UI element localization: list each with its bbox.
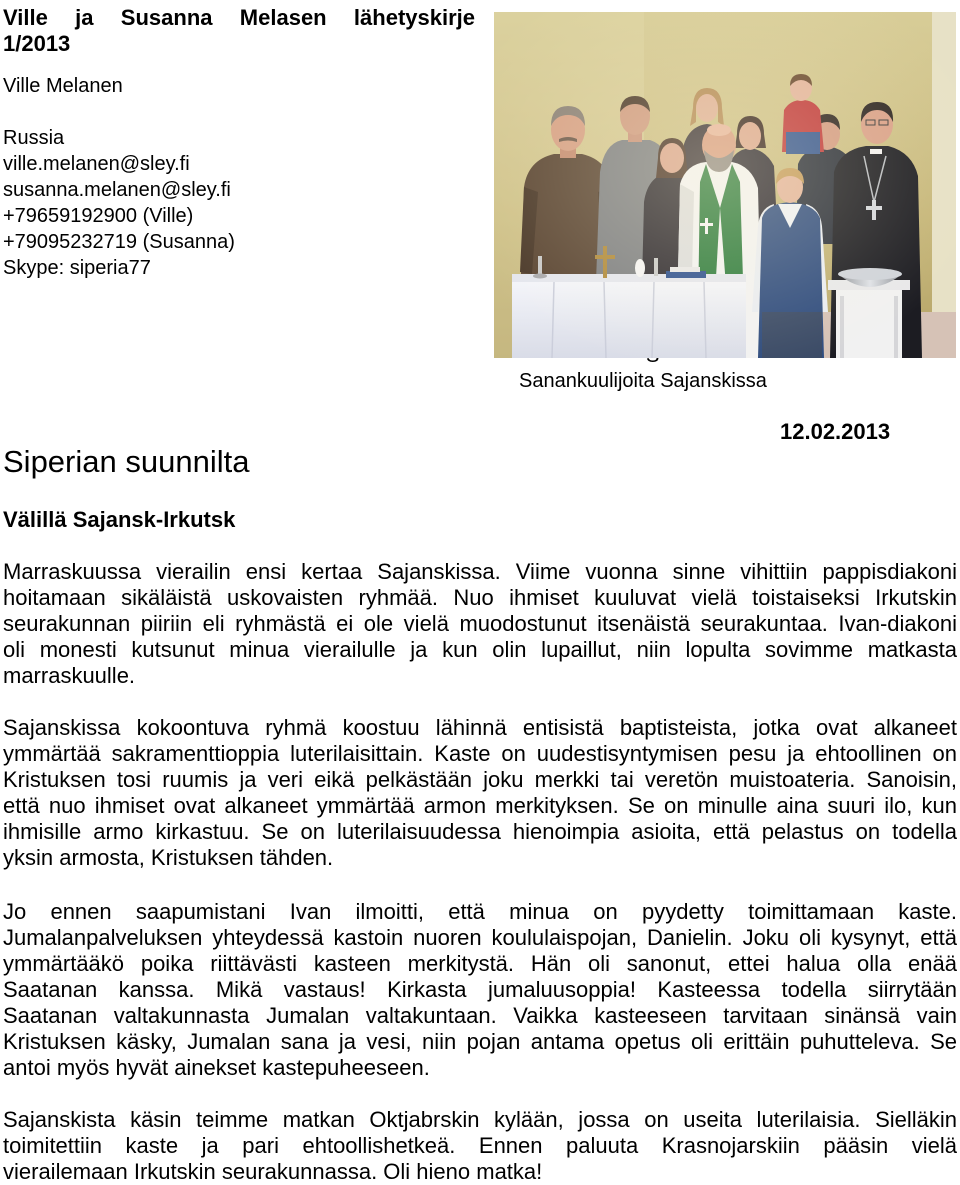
letter-heading: Siperian suunnilta xyxy=(3,444,250,479)
paragraph-line: ymmärtääkö poika riittävästi kasteen merkitystä. Hän oli sanonut, ettei halua olla enää xyxy=(3,951,957,976)
paragraph-line: Kristuksen tosi ruumis ja veri eikä pelkästään joku merkki tai veretön muistoateria. Sanoisin, xyxy=(3,767,957,792)
contact-email-susanna: susanna.melanen@sley.fi xyxy=(3,179,231,201)
letter-subheading: Välillä Sajansk-Irkutsk xyxy=(3,507,236,532)
paragraph-line: Sajanskissa kokoontuva ryhmä koostuu lähinnä entisistä baptisteista, jotka ovat alkaneet xyxy=(3,715,957,740)
paragraph-line: ihmisille armo kirkastuu. Se on luterilaisuudessa hienoimpia asioita, että pelastus on todella xyxy=(3,819,957,844)
paragraph-line: Jumalanpalveluksen yhteydessä kastoin nuoren koululaispojan, Danielin. Joku oli kysynyt, että xyxy=(3,925,957,950)
paragraph-line: vierailemaan Irkutskin seurakunnassa. Oli hieno matka! xyxy=(3,1159,543,1184)
paragraph-line: seurakunnan piiriin eli ryhmästä ei ole vielä muodostunut itsenäistä seurakuntaa. Ivan-diakoni xyxy=(3,611,957,636)
paragraph-line: Saatanan kanssa. Mikä vastaus! Kirkasta jumaluusoppia! Kasteessa todella siirrytään xyxy=(3,977,957,1002)
contact-country: Russia xyxy=(3,127,65,149)
paragraph-line: marraskuulle. xyxy=(3,663,136,688)
paragraph-line: antoi myös hyvät ainekset kastepuheeseen. xyxy=(3,1055,430,1080)
paragraph xyxy=(3,1107,957,1185)
paragraph-line: ymmärtää sakramenttioppia luterilaisittain. Kaste on uudestisyntymisen pesu ja ehtoollinen on xyxy=(3,741,957,766)
letter-title-line-2: 1/2013 xyxy=(3,31,71,56)
letter-date: 12.02.2013 xyxy=(780,419,891,444)
paragraph xyxy=(3,715,957,871)
paragraph-line: Sajanskista käsin teimme matkan Oktjabrskin kylään, jossa on useita luterilaisia. Sielläkin xyxy=(3,1107,957,1132)
paragraph xyxy=(3,899,957,1081)
paragraph xyxy=(3,559,957,689)
contact-details xyxy=(3,125,235,281)
group-photo xyxy=(494,12,956,358)
letter-title xyxy=(3,5,475,57)
paragraph-line: Kristuksen käsky, Jumalan sana ja vesi, niin pojan antama opetus oli erittäin puhutteleva. Se xyxy=(3,1029,957,1054)
paragraph-line: Saatanan valtakunnasta Jumalan valtakuntaan. Vaikka kasteeseen tarvitaan sinänsä vain xyxy=(3,1003,957,1028)
letter-body xyxy=(3,559,957,1185)
contact-phone-ville: +79659192900 (Ville) xyxy=(3,205,194,227)
contact-name: Ville Melanen xyxy=(3,75,123,97)
paragraph-line: Marraskuussa vierailin ensi kertaa Sajanskissa. Viime vuonna sinne vihittiin pappisdiakoni xyxy=(3,559,957,584)
contact-skype: Skype: siperia77 xyxy=(3,257,151,279)
paragraph-line: toimitettiin kaste ja pari ehtoollishetkeä. Ennen paluuta Krasnojarskiin pääsin vielä xyxy=(3,1133,957,1158)
contact-email-ville: ville.melanen@sley.fi xyxy=(3,153,190,175)
paragraph-line: hoitamaan sikäläistä uskovaisten ryhmää. Nuo ihmiset kuuluvat vielä toistaiseksi Irkutskin xyxy=(3,585,957,610)
paragraph-line: yksin armosta, Kristuksen tähden. xyxy=(3,845,334,870)
letter-title-line-1: Ville ja Susanna Melasen lähetyskirje xyxy=(3,5,475,30)
contact-phone-susanna: +79095232719 (Susanna) xyxy=(3,231,235,253)
paragraph-line: että nuo ihmiset ovat alkaneet ymmärtää armon merkityksen. Se on minulle aina suuri ilo, kun xyxy=(3,793,957,818)
paragraph-line: oli monesti kutsunut minua vierailulle ja kun olin lupaillut, niin lopulta sovimme matkasta xyxy=(3,637,957,662)
photo-caption: Sanankuulijoita Sajanskissa xyxy=(519,370,767,392)
paragraph-line: Jo ennen saapumistani Ivan ilmoitti, että minua on pyydetty toimittamaan kaste. xyxy=(3,899,957,924)
